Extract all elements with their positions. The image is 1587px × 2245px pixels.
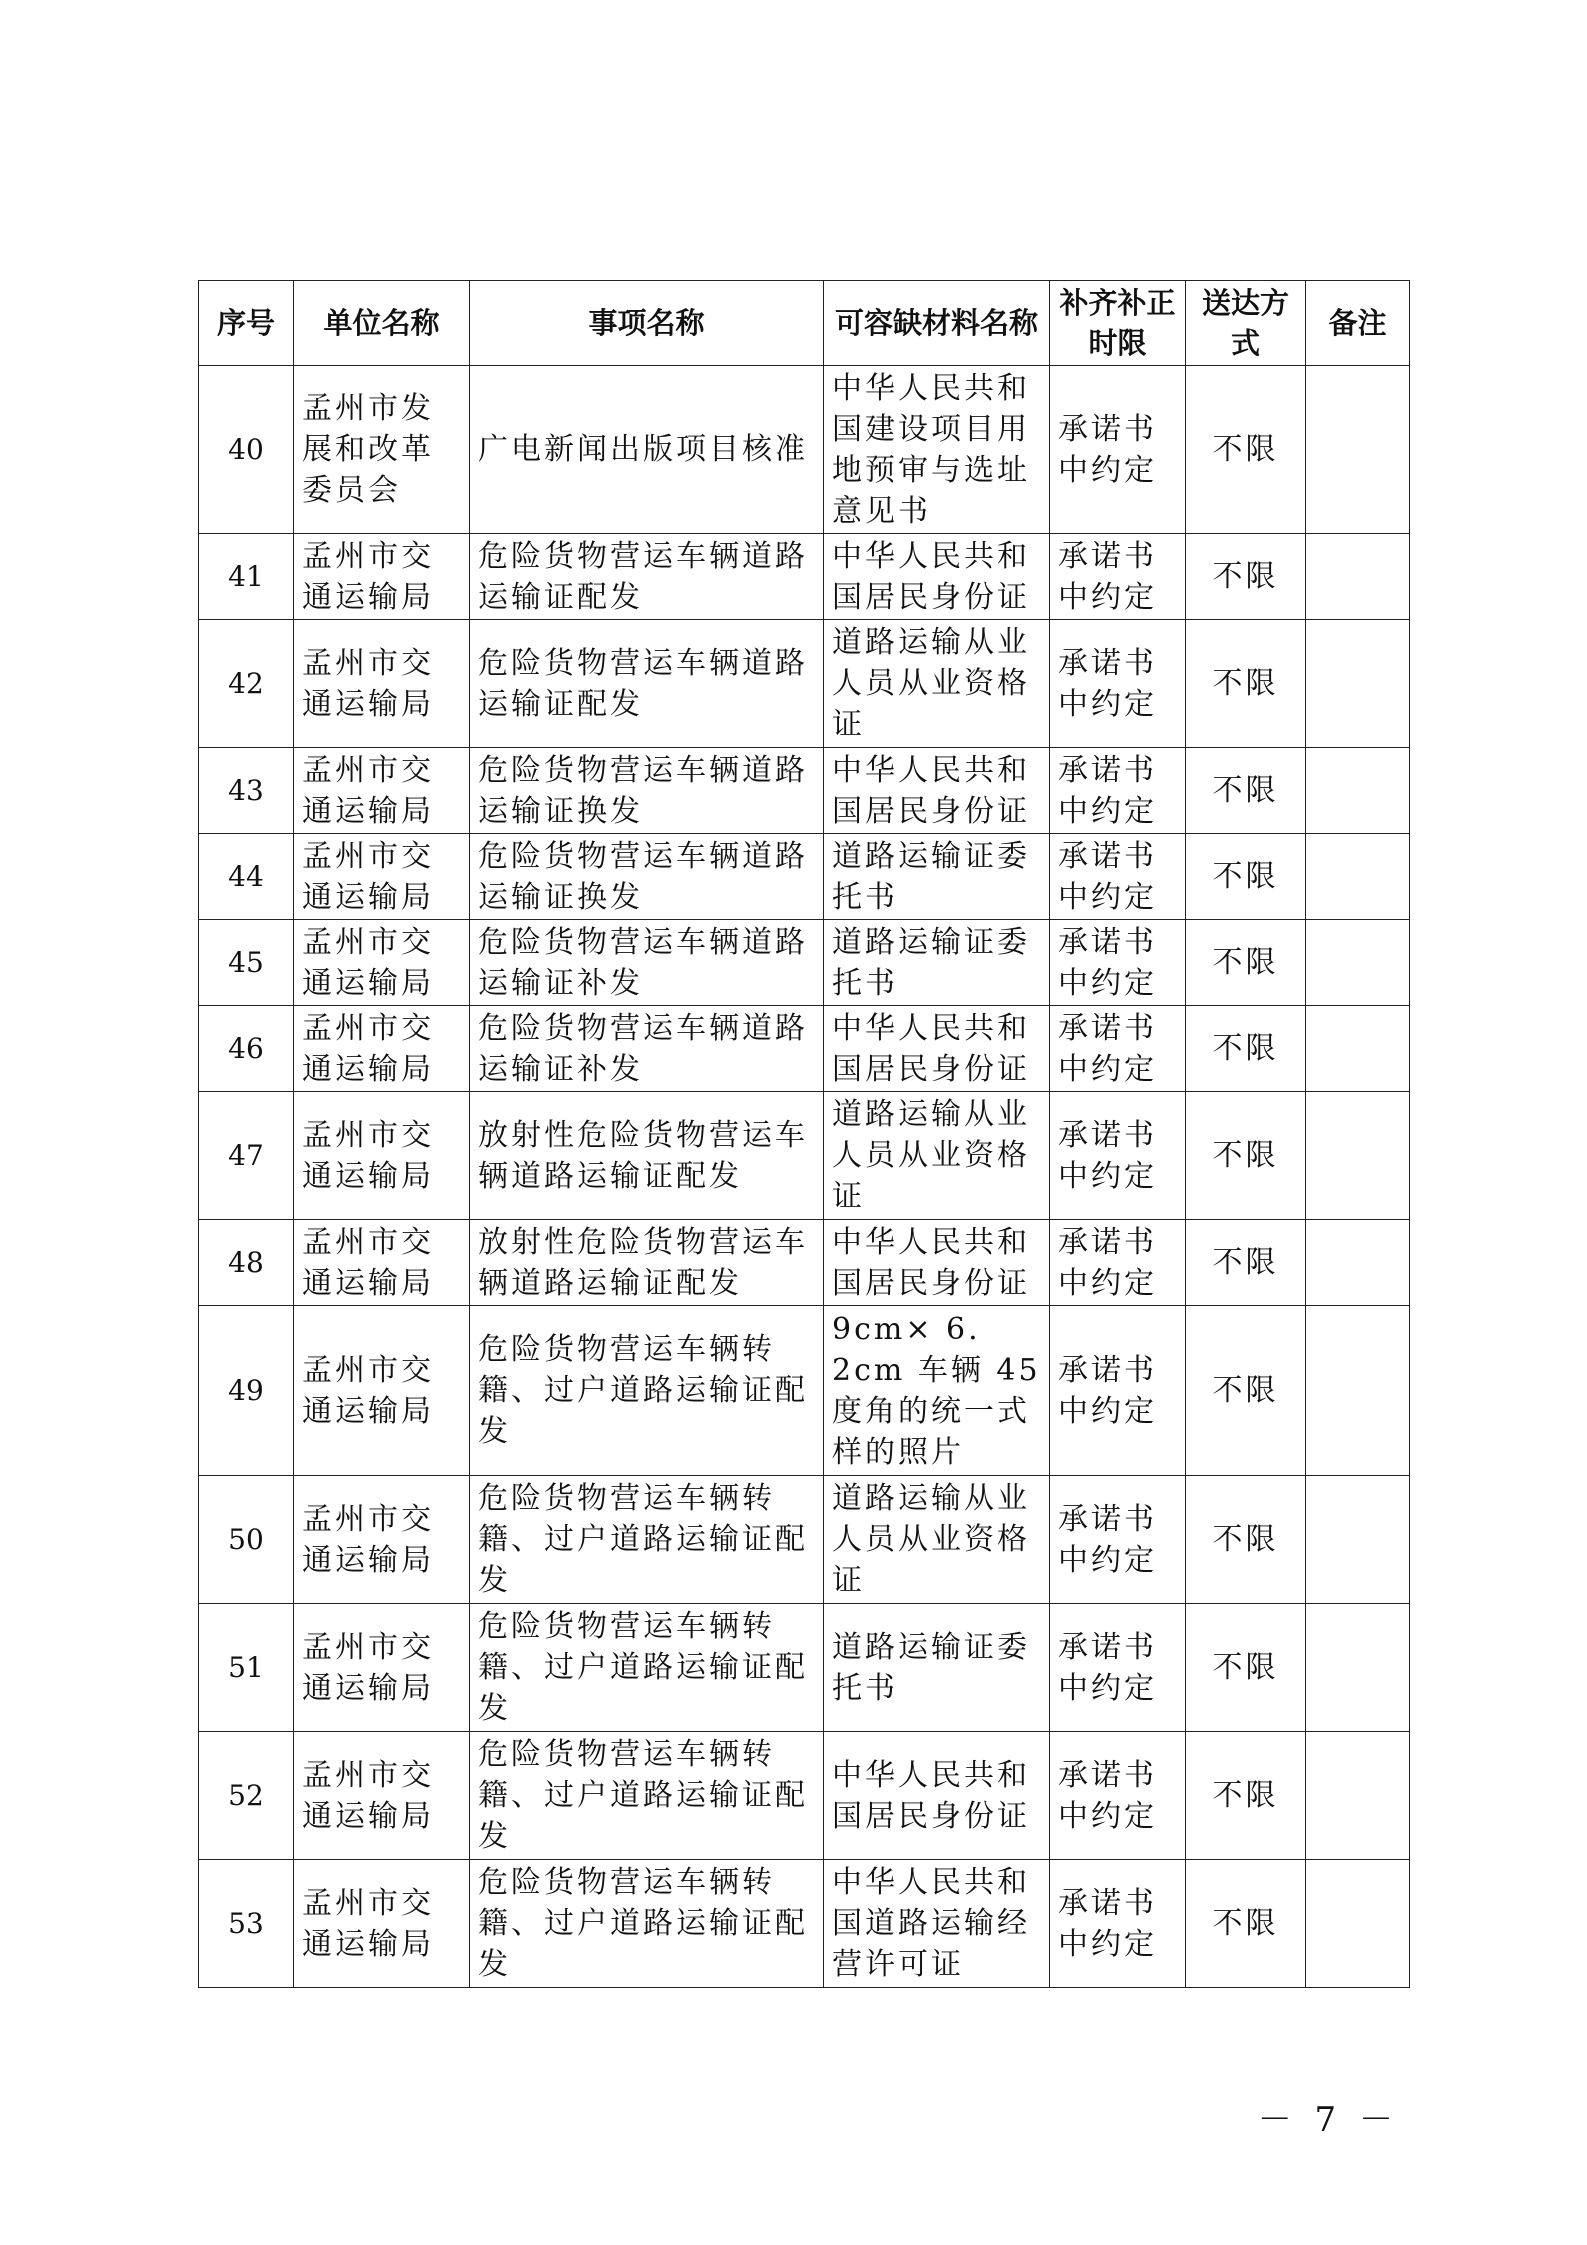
table-row: [199, 366, 1410, 534]
cell-unit: 孟州市交通运输局: [294, 920, 470, 1006]
header-delivery: 送达方式: [1186, 281, 1306, 366]
cell-deadline: 承诺书中约定: [1050, 920, 1186, 1006]
table-row: [199, 1860, 1410, 1988]
cell-deadline: 承诺书中约定: [1050, 1092, 1186, 1220]
cell-delivery: 不限: [1186, 620, 1306, 748]
cell-item: 放射性危险货物营运车辆道路运输证配发: [470, 1092, 824, 1220]
cell-no: 43: [199, 748, 294, 834]
cell-no: 52: [199, 1732, 294, 1860]
cell-item: 危险货物营运车辆转籍、过户道路运输证配发: [470, 1604, 824, 1732]
table-body: [199, 366, 1410, 1988]
table-row: [199, 1220, 1410, 1306]
cell-note: [1306, 1306, 1410, 1476]
cell-deadline: 承诺书中约定: [1050, 1220, 1186, 1306]
table-row: [199, 534, 1410, 620]
cell-unit: 孟州市交通运输局: [294, 534, 470, 620]
cell-delivery: 不限: [1186, 366, 1306, 534]
cell-material: 道路运输从业人员从业资格证: [824, 1476, 1050, 1604]
cell-note: [1306, 1006, 1410, 1092]
cell-note: [1306, 1860, 1410, 1988]
table-row: [199, 1604, 1410, 1732]
cell-deadline: 承诺书中约定: [1050, 834, 1186, 920]
cell-no: 46: [199, 1006, 294, 1092]
cell-no: 51: [199, 1604, 294, 1732]
table-row: [199, 1732, 1410, 1860]
cell-item: 危险货物营运车辆转籍、过户道路运输证配发: [470, 1732, 824, 1860]
header-unit: 单位名称: [294, 281, 470, 366]
cell-item: 危险货物营运车辆道路运输证补发: [470, 920, 824, 1006]
cell-delivery: 不限: [1186, 1092, 1306, 1220]
cell-material: 道路运输证委托书: [824, 834, 1050, 920]
table-row: [199, 920, 1410, 1006]
cell-no: 40: [199, 366, 294, 534]
cell-material: 中华人民共和国居民身份证: [824, 534, 1050, 620]
cell-note: [1306, 534, 1410, 620]
cell-unit: 孟州市交通运输局: [294, 1604, 470, 1732]
cell-unit: 孟州市交通运输局: [294, 834, 470, 920]
table-row: [199, 834, 1410, 920]
cell-unit: 孟州市交通运输局: [294, 1732, 470, 1860]
cell-delivery: 不限: [1186, 834, 1306, 920]
table-row: [199, 1306, 1410, 1476]
cell-item: 危险货物营运车辆道路运输证换发: [470, 834, 824, 920]
header-note: 备注: [1306, 281, 1410, 366]
cell-material: 中华人民共和国居民身份证: [824, 1732, 1050, 1860]
cell-item: 危险货物营运车辆道路运输证配发: [470, 534, 824, 620]
cell-note: [1306, 1604, 1410, 1732]
cell-no: 53: [199, 1860, 294, 1988]
cell-material: 中华人民共和国建设项目用地预审与选址意见书: [824, 366, 1050, 534]
cell-material: 道路运输证委托书: [824, 920, 1050, 1006]
cell-delivery: 不限: [1186, 1220, 1306, 1306]
cell-material: 中华人民共和国居民身份证: [824, 1220, 1050, 1306]
cell-deadline: 承诺书中约定: [1050, 534, 1186, 620]
cell-material: 9cm× 6. 2cm 车辆 45 度角的统一式样的照片: [824, 1306, 1050, 1476]
cell-deadline: 承诺书中约定: [1050, 366, 1186, 534]
cell-delivery: 不限: [1186, 1476, 1306, 1604]
cell-delivery: 不限: [1186, 920, 1306, 1006]
cell-item: 广电新闻出版项目核准: [470, 366, 824, 534]
cell-unit: 孟州市交通运输局: [294, 620, 470, 748]
cell-item: 危险货物营运车辆道路运输证配发: [470, 620, 824, 748]
header-deadline: 补齐补正时限: [1050, 281, 1186, 366]
cell-unit: 孟州市交通运输局: [294, 1006, 470, 1092]
header-row: [199, 281, 1410, 366]
cell-material: 中华人民共和国居民身份证: [824, 1006, 1050, 1092]
cell-material: 道路运输证委托书: [824, 1604, 1050, 1732]
cell-deadline: 承诺书中约定: [1050, 1604, 1186, 1732]
cell-delivery: 不限: [1186, 1604, 1306, 1732]
cell-unit: 孟州市交通运输局: [294, 1220, 470, 1306]
header-item: 事项名称: [470, 281, 824, 366]
header-material: 可容缺材料名称: [824, 281, 1050, 366]
cell-item: 危险货物营运车辆转籍、过户道路运输证配发: [470, 1476, 824, 1604]
cell-item: 危险货物营运车辆转籍、过户道路运输证配发: [470, 1306, 824, 1476]
cell-no: 50: [199, 1476, 294, 1604]
cell-item: 危险货物营运车辆转籍、过户道路运输证配发: [470, 1860, 824, 1988]
cell-item: 放射性危险货物营运车辆道路运输证配发: [470, 1220, 824, 1306]
cell-deadline: 承诺书中约定: [1050, 1476, 1186, 1604]
cell-deadline: 承诺书中约定: [1050, 620, 1186, 748]
cell-material: 道路运输从业人员从业资格证: [824, 620, 1050, 748]
cell-item: 危险货物营运车辆道路运输证换发: [470, 748, 824, 834]
cell-delivery: 不限: [1186, 1732, 1306, 1860]
cell-delivery: 不限: [1186, 1306, 1306, 1476]
table-row: [199, 620, 1410, 748]
cell-deadline: 承诺书中约定: [1050, 1306, 1186, 1476]
cell-no: 41: [199, 534, 294, 620]
cell-unit: 孟州市交通运输局: [294, 1306, 470, 1476]
cell-delivery: 不限: [1186, 1860, 1306, 1988]
cell-unit: 孟州市交通运输局: [294, 1860, 470, 1988]
cell-note: [1306, 620, 1410, 748]
table-row: [199, 1476, 1410, 1604]
cell-note: [1306, 1220, 1410, 1306]
cell-delivery: 不限: [1186, 534, 1306, 620]
cell-note: [1306, 1092, 1410, 1220]
cell-note: [1306, 920, 1410, 1006]
cell-deadline: 承诺书中约定: [1050, 1732, 1186, 1860]
cell-unit: 孟州市发展和改革委员会: [294, 366, 470, 534]
cell-no: 48: [199, 1220, 294, 1306]
cell-delivery: 不限: [1186, 1006, 1306, 1092]
header-no: 序号: [199, 281, 294, 366]
table-row: [199, 748, 1410, 834]
table-row: [199, 1006, 1410, 1092]
cell-note: [1306, 1476, 1410, 1604]
cell-no: 47: [199, 1092, 294, 1220]
table-row: [199, 1092, 1410, 1220]
cell-material: 中华人民共和国居民身份证: [824, 748, 1050, 834]
cell-deadline: 承诺书中约定: [1050, 1860, 1186, 1988]
cell-no: 49: [199, 1306, 294, 1476]
cell-item: 危险货物营运车辆道路运输证补发: [470, 1006, 824, 1092]
cell-note: [1306, 748, 1410, 834]
page-number: － 7 －: [1257, 2100, 1399, 2140]
cell-material: 中华人民共和国道路运输经营许可证: [824, 1860, 1050, 1988]
cell-unit: 孟州市交通运输局: [294, 748, 470, 834]
matters-table: [198, 280, 1410, 1988]
cell-note: [1306, 366, 1410, 534]
cell-no: 45: [199, 920, 294, 1006]
cell-unit: 孟州市交通运输局: [294, 1476, 470, 1604]
cell-material: 道路运输从业人员从业资格证: [824, 1092, 1050, 1220]
cell-unit: 孟州市交通运输局: [294, 1092, 470, 1220]
cell-deadline: 承诺书中约定: [1050, 748, 1186, 834]
cell-no: 44: [199, 834, 294, 920]
cell-delivery: 不限: [1186, 748, 1306, 834]
cell-no: 42: [199, 620, 294, 748]
cell-note: [1306, 1732, 1410, 1860]
cell-deadline: 承诺书中约定: [1050, 1006, 1186, 1092]
cell-note: [1306, 834, 1410, 920]
